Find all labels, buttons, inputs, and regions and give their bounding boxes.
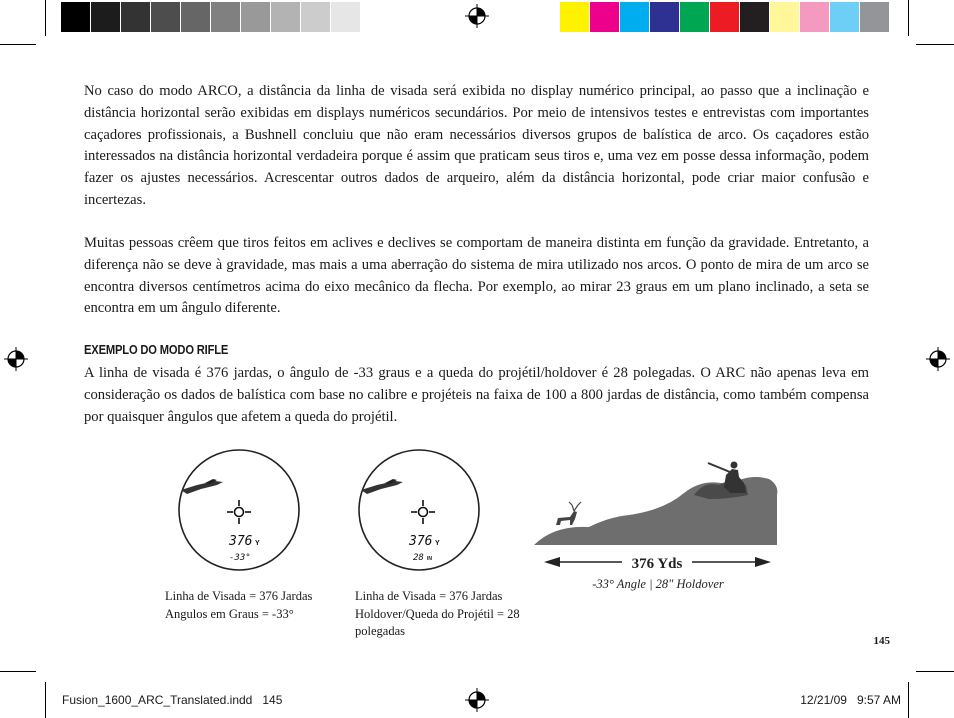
color-swatch-4 <box>680 2 710 32</box>
color-swatch-6 <box>740 2 770 32</box>
crop-mark-tl-v <box>45 0 46 36</box>
caption1-line2: Angulos em Graus = -33° <box>165 606 294 621</box>
crop-mark-tl-h <box>0 44 36 45</box>
process-color-bar <box>560 2 890 32</box>
gray-swatch-3 <box>151 2 181 32</box>
gray-swatch-1 <box>91 2 121 32</box>
slug-date: 12/21/09 9:57 AM <box>800 693 901 707</box>
gray-swatch-4 <box>181 2 211 32</box>
color-swatch-5 <box>710 2 740 32</box>
scope-view-angle <box>177 448 301 572</box>
paragraph-rifle-example: A linha de visada é 376 jardas, o ângulo de -33 graus e a queda do projétil/holdover é 28 polegadas. O ARC não apenas leva em consideração os dados de balística com base no calibre e projéteis na faixa de 100 a 800 jardas de distância, como também compensa por quaisquer ângulos que afetem a queda do projétil. <box>84 365 869 425</box>
page-number: 145 <box>873 635 890 647</box>
caption2-line1: Linha de Visada = 376 Jardas <box>355 589 503 603</box>
caption-scope-angle <box>165 588 312 623</box>
paragraph-arc-mode: No caso do modo ARCO, a distância da linha de visada será exibida no display numérico principal, ao passo que a inclinação e distância horizontal serão exibidas em displays numéricos secundários. Por meio de intensivos testes e entrevistas com importantes caçadores profissionais, a Bushnell concluiu que não eram necessários diversos grupos de balística de arco. Os caçadores estão interessados na distância horizontal verdadeira porque é assim que praticam seus tiros e, uma vez em posse dessa informação, podem fazer os ajustes necessários. Acrescentar outros dados de arqueiro, além da distância horizontal, pode criar maior confusão e incertezas. <box>84 83 869 208</box>
color-swatch-0 <box>560 2 590 32</box>
scope1-secondary-reading: -33° <box>229 553 251 563</box>
registration-mark-left-icon <box>4 347 28 371</box>
color-swatch-2 <box>620 2 650 32</box>
gray-swatch-8 <box>301 2 331 32</box>
scope2-main-reading: 376 <box>409 534 433 549</box>
gray-swatch-5 <box>211 2 241 32</box>
color-swatch-7 <box>770 2 800 32</box>
illustration-distance-label: 376 Yds <box>631 556 683 572</box>
crop-mark-br-h <box>916 671 954 672</box>
scope2-secondary-reading: 28 <box>413 553 424 563</box>
registration-mark-bottom-icon <box>465 688 489 712</box>
color-swatch-3 <box>650 2 680 32</box>
crop-mark-bl-h <box>0 671 36 672</box>
gray-swatch-2 <box>121 2 151 32</box>
crop-mark-bl-v <box>45 682 46 718</box>
scope-view-holdover <box>357 448 481 572</box>
caption2-line2: Holdover/Queda do Projétil = 28 <box>355 606 520 621</box>
registration-mark-right-icon <box>926 347 950 371</box>
color-swatch-8 <box>800 2 830 32</box>
paragraph-gravity: Muitas pessoas crêem que tiros feitos em aclives e declives se comportam de maneira distinta em função da gravidade. Entretanto, a diferença não se deve à gravidade, mas mais a uma aberração do sistema de mira utilizado nos arcos. O ponto de mira de um arco se encontra diversos centímetros acima do eixo mecânico da flecha. Por exemplo, ao mirar 23 graus em um plano inclinado, a seta se encontra em um ângulo diferente. <box>84 235 869 317</box>
scope2-secondary-unit: IN <box>427 556 432 562</box>
gray-swatch-6 <box>241 2 271 32</box>
scope1-main-reading: 376 <box>229 534 253 549</box>
gray-swatch-7 <box>271 2 301 32</box>
color-swatch-1 <box>590 2 620 32</box>
section-heading: EXEMPLO DO MODO RIFLE <box>84 342 229 357</box>
scope2-main-unit: Y <box>435 540 440 547</box>
color-swatch-9 <box>830 2 860 32</box>
illustration-angle-holdover-label: -33° Angle | 28" Holdover <box>592 577 724 591</box>
caption-scope-holdover <box>355 588 520 641</box>
caption1-line1: Linha de Visada = 376 Jardas <box>165 589 313 603</box>
gray-swatch-9 <box>331 2 361 32</box>
caption2-line3: polegadas <box>355 624 405 638</box>
grayscale-color-bar <box>61 2 391 32</box>
crop-mark-br-v <box>908 682 909 718</box>
gray-swatch-10 <box>361 2 391 32</box>
color-swatch-10 <box>860 2 890 32</box>
hunting-angle-illustration <box>534 455 779 595</box>
crop-mark-tr-v <box>908 0 909 36</box>
scope1-main-unit: Y <box>255 540 260 547</box>
gray-swatch-0 <box>61 2 91 32</box>
registration-mark-top-icon <box>465 4 489 28</box>
crop-mark-tr-h <box>916 44 954 45</box>
slug-filename: Fusion_1600_ARC_Translated.indd 145 <box>62 693 283 707</box>
